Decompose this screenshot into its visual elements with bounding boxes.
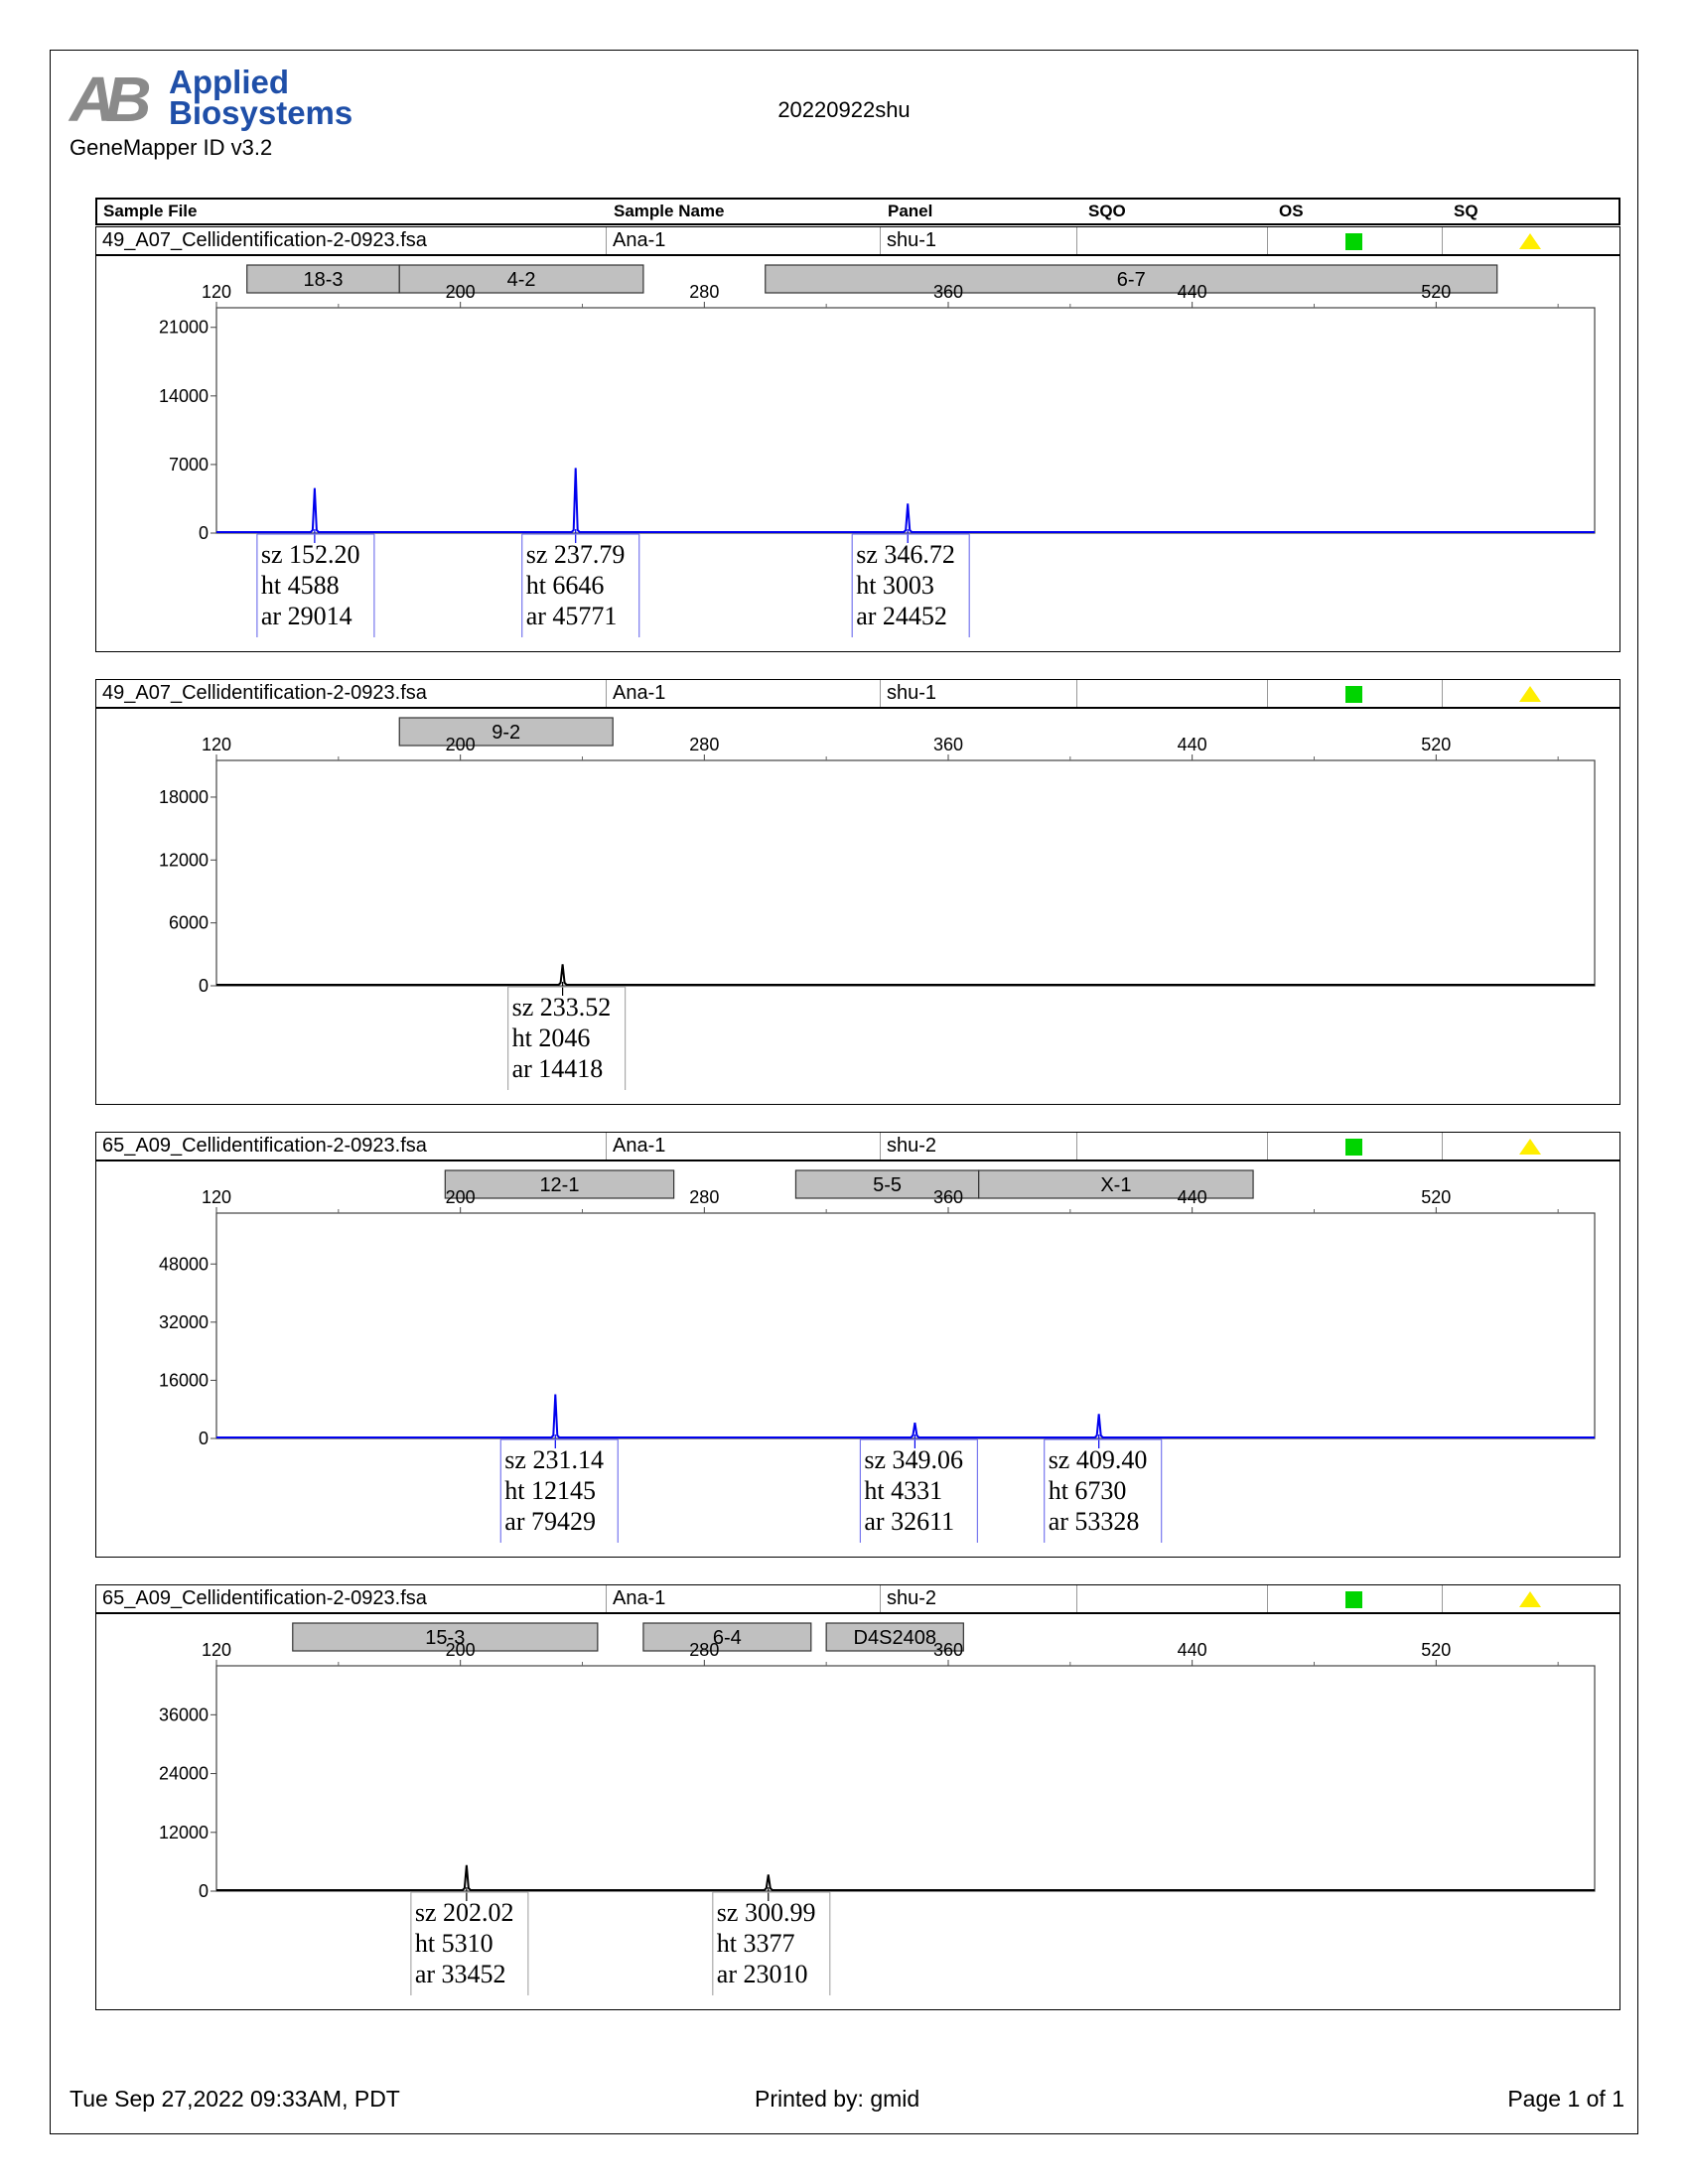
peak-size: sz 233.52 — [511, 993, 612, 1022]
x-tick-label: 360 — [932, 735, 964, 754]
y-tick-label: 0 — [198, 1881, 209, 1901]
peak-label — [411, 1892, 528, 1995]
trace-line — [216, 1395, 1595, 1437]
page-number: Page 1 of 1 — [1507, 2086, 1624, 2112]
peak-size: sz 346.72 — [856, 540, 955, 569]
plot-area — [216, 760, 1595, 986]
peak-label — [860, 1439, 977, 1543]
x-tick-label: 200 — [445, 1640, 476, 1660]
x-tick-label: 200 — [445, 735, 476, 754]
plot-area — [216, 1666, 1595, 1891]
y-tick-label: 24000 — [158, 1763, 209, 1784]
bin-label: 18-3 — [303, 269, 344, 291]
plot-area — [216, 1213, 1595, 1438]
logo-mark: AB — [70, 64, 142, 131]
electropherogram-panel-1 — [95, 226, 1620, 652]
peak-area: ar 32611 — [864, 1507, 955, 1536]
peak-label — [257, 534, 374, 637]
bin-label: 5-5 — [873, 1174, 903, 1196]
sample-file-value: 49_A07_Cellidentification-2-0923.fsa — [102, 682, 427, 704]
peak-area: ar 24452 — [856, 602, 947, 630]
x-tick-label: 440 — [1177, 1187, 1207, 1207]
peak-label — [852, 534, 969, 637]
y-tick-label: 12000 — [158, 850, 209, 871]
peak-size: sz 349.06 — [864, 1445, 964, 1474]
bin-label: X-1 — [1100, 1174, 1132, 1196]
peak-area: ar 23010 — [716, 1960, 808, 1988]
peak-height: ht 4588 — [260, 571, 340, 600]
electropherogram-chart-3 — [96, 1133, 1621, 1559]
column-sample-file: Sample File — [103, 202, 198, 220]
column-sample-name: Sample Name — [614, 202, 725, 220]
peak-area: ar 14418 — [511, 1054, 604, 1083]
peak-height: ht 12145 — [504, 1476, 597, 1505]
sample-name-value: Ana-1 — [613, 1135, 666, 1157]
x-tick-label: 200 — [445, 282, 476, 302]
column-panel: Panel — [888, 202, 933, 220]
y-tick-label: 0 — [198, 1429, 209, 1448]
x-tick-label: 440 — [1177, 1640, 1207, 1660]
trace-line — [216, 964, 1595, 985]
bin-label: 4-2 — [506, 269, 536, 291]
peak-size: sz 237.79 — [525, 540, 626, 569]
electropherogram-chart-2 — [96, 680, 1621, 1106]
panel-value: shu-1 — [887, 682, 937, 704]
peak-area: ar 79429 — [504, 1507, 596, 1536]
y-tick-label: 6000 — [168, 912, 209, 933]
peak-size: sz 409.40 — [1048, 1445, 1148, 1474]
sample-file-value: 65_A09_Cellidentification-2-0923.fsa — [102, 1587, 427, 1609]
peak-area: ar 45771 — [525, 602, 618, 630]
peak-height: ht 2046 — [511, 1024, 591, 1052]
x-tick-label: 520 — [1421, 282, 1452, 302]
brand-name-line1: Applied — [169, 64, 289, 100]
x-tick-label: 120 — [201, 1187, 232, 1207]
electropherogram-panel-4 — [95, 1584, 1620, 2010]
peak-label — [522, 534, 639, 637]
peak-height: ht 6646 — [525, 571, 605, 600]
x-tick-label: 120 — [201, 282, 232, 302]
peak-area: ar 29014 — [260, 602, 352, 630]
peak-height: ht 3003 — [856, 571, 934, 600]
peak-height: ht 4331 — [864, 1476, 943, 1505]
sample-name-value: Ana-1 — [613, 1587, 666, 1609]
sample-name-value: Ana-1 — [613, 682, 666, 704]
x-tick-label: 200 — [445, 1187, 476, 1207]
peak-label — [1045, 1439, 1162, 1543]
x-tick-label: 360 — [932, 1187, 964, 1207]
peak-size: sz 231.14 — [504, 1445, 604, 1474]
peak-label — [713, 1892, 830, 1995]
electropherogram-panel-3 — [95, 1132, 1620, 1558]
document-title: 20220922shu — [777, 97, 911, 122]
peak-label — [500, 1439, 618, 1543]
x-tick-label: 120 — [201, 735, 232, 754]
brand-name-line2: Biosystems — [169, 94, 353, 131]
panel-value: shu-2 — [887, 1135, 937, 1157]
y-tick-label: 32000 — [158, 1311, 209, 1332]
peak-area: ar 33452 — [414, 1960, 506, 1988]
x-tick-label: 280 — [689, 735, 720, 754]
y-tick-label: 36000 — [158, 1705, 209, 1725]
column-sqo: SQO — [1088, 202, 1126, 220]
column-sq: SQ — [1454, 202, 1478, 220]
bin-label: 6-7 — [1116, 269, 1146, 291]
x-tick-label: 520 — [1421, 1187, 1452, 1207]
y-tick-label: 7000 — [168, 454, 209, 475]
plot-area — [216, 308, 1595, 533]
peak-size: sz 152.20 — [260, 540, 360, 569]
x-tick-label: 280 — [689, 282, 720, 302]
x-tick-label: 280 — [689, 1187, 720, 1207]
x-tick-label: 360 — [932, 282, 964, 302]
peak-size: sz 202.02 — [414, 1898, 514, 1927]
peak-height: ht 6730 — [1048, 1476, 1127, 1505]
x-tick-label: 520 — [1421, 1640, 1452, 1660]
y-tick-label: 21000 — [158, 317, 209, 338]
panel-value: shu-1 — [887, 229, 937, 251]
sample-file-value: 49_A07_Cellidentification-2-0923.fsa — [102, 229, 427, 251]
bin-label: D4S2408 — [853, 1627, 936, 1649]
x-tick-label: 520 — [1421, 735, 1452, 754]
trace-line — [216, 468, 1595, 532]
y-tick-label: 0 — [198, 523, 209, 543]
x-tick-label: 440 — [1177, 735, 1207, 754]
column-header-row — [95, 198, 1620, 225]
peak-height: ht 3377 — [716, 1929, 795, 1958]
y-tick-label: 18000 — [158, 786, 209, 807]
x-tick-label: 280 — [689, 1640, 720, 1660]
bin-label: 12-1 — [539, 1174, 580, 1196]
trace-line — [216, 1865, 1595, 1890]
sample-file-value: 65_A09_Cellidentification-2-0923.fsa — [102, 1135, 427, 1157]
column-os: OS — [1279, 202, 1304, 220]
app-version: GeneMapper ID v3.2 — [70, 135, 273, 160]
sample-name-value: Ana-1 — [613, 229, 666, 251]
printed-by: Printed by: gmid — [755, 2086, 920, 2112]
y-tick-label: 16000 — [158, 1370, 209, 1391]
x-tick-label: 120 — [201, 1640, 232, 1660]
y-tick-label: 14000 — [158, 385, 209, 406]
bin-label: 9-2 — [492, 722, 521, 744]
print-date: Tue Sep 27,2022 09:33AM, PDT — [70, 2086, 400, 2112]
bin-label: 6-4 — [712, 1627, 742, 1649]
peak-height: ht 5310 — [414, 1929, 493, 1958]
y-tick-label: 12000 — [158, 1822, 209, 1843]
x-tick-label: 360 — [932, 1640, 964, 1660]
x-tick-label: 440 — [1177, 282, 1207, 302]
panel-value: shu-2 — [887, 1587, 937, 1609]
y-tick-label: 48000 — [158, 1254, 209, 1275]
peak-area: ar 53328 — [1048, 1507, 1140, 1536]
electropherogram-chart-1 — [96, 227, 1621, 653]
bin-label: 15-3 — [425, 1627, 466, 1649]
y-tick-label: 0 — [198, 976, 209, 996]
peak-size: sz 300.99 — [716, 1898, 816, 1927]
peak-label — [508, 987, 626, 1090]
electropherogram-panel-2 — [95, 679, 1620, 1105]
electropherogram-chart-4 — [96, 1585, 1621, 2011]
